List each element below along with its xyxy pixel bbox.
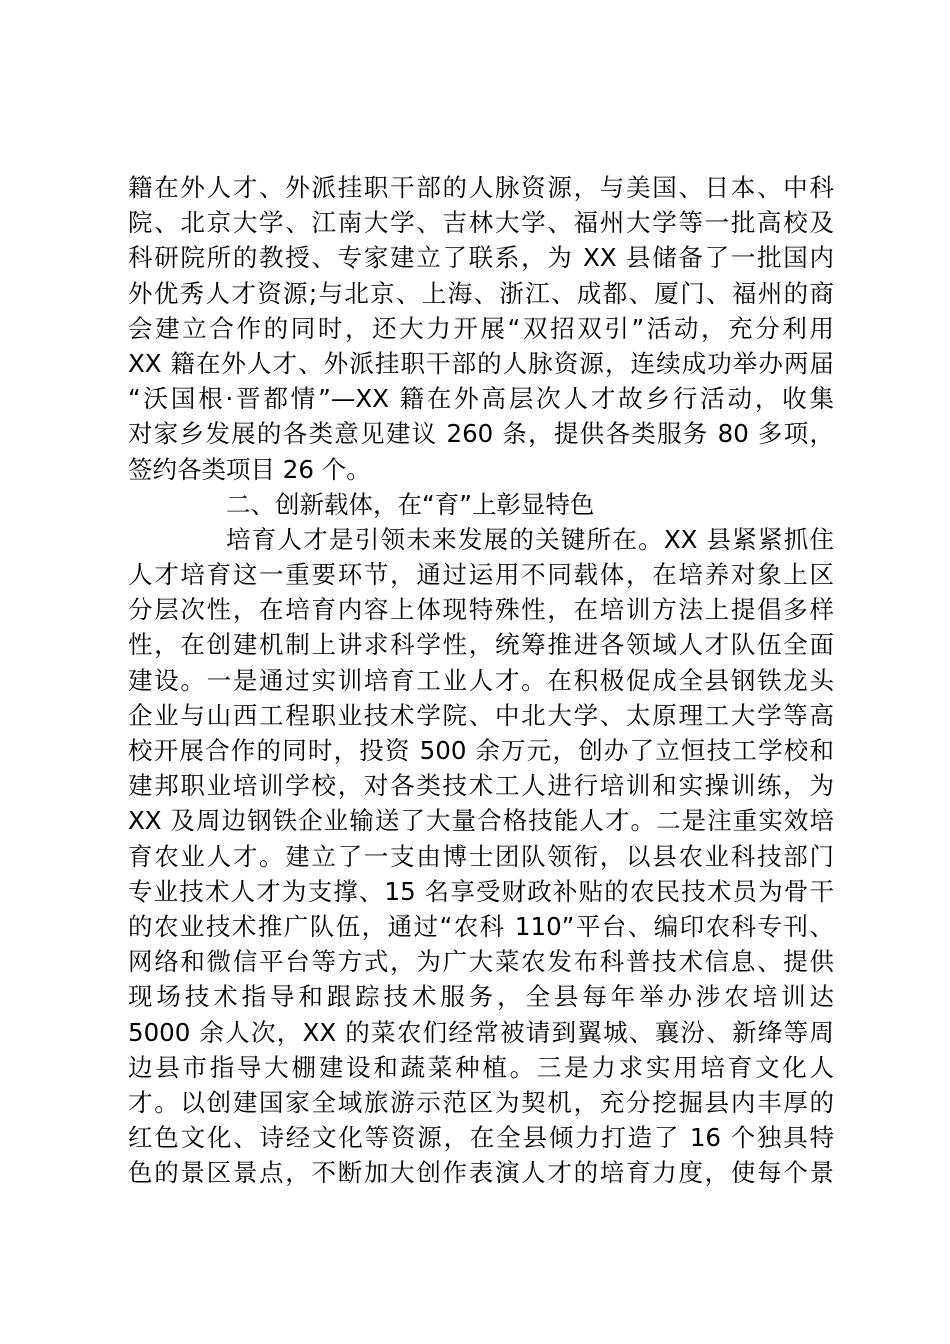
text-line: 外优秀人才资源;与北京、上海、浙江、成都、厦门、福州的商 — [128, 278, 834, 308]
text-line: 网络和微信平台等方式，为广大菜农发布科普技术信息、提供 — [128, 947, 834, 977]
text-line: 红色文化、诗经文化等资源，在全县倾力打造了 16 个独具特 — [128, 1123, 834, 1153]
text-line: 籍在外人才、外派挂职干部的人脉资源，与美国、日本、中科 — [128, 173, 834, 202]
text-line: 签约各类项目 26 个。 — [128, 454, 371, 484]
text-line: 培育人才是引领未来发展的关键所在。XX 县紧紧抓住 — [226, 524, 834, 554]
text-line: 色的景区景点，不断加大创作表演人才的培育力度，使每个景 — [128, 1158, 834, 1188]
text-line: 育农业人才。建立了一支由博士团队领衔，以县农业科技部门 — [128, 841, 834, 871]
text-line: 专业技术人才为支撑、15 名享受财政补贴的农民技术员为骨干 — [128, 876, 834, 906]
text-line: 性，在创建机制上讲求科学性，统筹推进各领域人才队伍全面 — [128, 630, 834, 660]
text-line: 现场技术指导和跟踪技术服务，全县每年举办涉农培训达 — [128, 982, 834, 1012]
text-line: 会建立合作的同时，还大力开展“双招双引”活动，充分利用 — [128, 313, 834, 343]
text-line: 科研院所的教授、专家建立了联系，为 XX 县储备了一批国内 — [128, 243, 834, 273]
text-line: 的农业技术推广队伍，通过“农科 110”平台、编印农科专刊、 — [128, 911, 834, 941]
text-line: 建邦职业培训学校，对各类技术工人进行培训和实操训练，为 — [128, 771, 834, 801]
text-line: 企业与山西工程职业技术学院、中北大学、太原理工大学等高 — [128, 700, 834, 730]
text-line: 边县市指导大棚建设和蔬菜种植。三是力求实用培育文化人 — [128, 1052, 834, 1082]
text-line: XX 籍在外人才、外派挂职干部的人脉资源，连续成功举办两届 — [128, 348, 834, 378]
document-body — [128, 170, 834, 1190]
text-line: 二、创新载体，在“育”上彰显特色 — [226, 489, 595, 519]
text-line: 才。以创建国家全域旅游示范区为契机，充分挖掘县内丰厚的 — [128, 1087, 834, 1117]
text-line: 分层次性，在培育内容上体现特殊性，在培训方法上提倡多样 — [128, 595, 834, 625]
text-line: 对家乡发展的各类意见建议 260 条，提供各类服务 80 多项， — [128, 419, 834, 449]
text-line: 校开展合作的同时，投资 500 余万元，创办了立恒技工学校和 — [128, 736, 834, 765]
text-line: 建设。一是通过实训培育工业人才。在积极促成全县钢铁龙头 — [128, 665, 834, 695]
text-line: XX 及周边钢铁企业输送了大量合格技能人才。二是注重实效培 — [128, 806, 834, 836]
text-line: 5000 余人次，XX 的菜农们经常被请到翼城、襄汾、新绛等周 — [128, 1017, 834, 1047]
text-line: 院、北京大学、江南大学、吉林大学、福州大学等一批高校及 — [128, 208, 834, 238]
text-line: “沃国根·晋都情”—XX 籍在外高层次人才故乡行活动，收集 — [128, 384, 834, 414]
text-line: 人才培育这一重要环节，通过运用不同载体，在培养对象上区 — [128, 560, 834, 590]
